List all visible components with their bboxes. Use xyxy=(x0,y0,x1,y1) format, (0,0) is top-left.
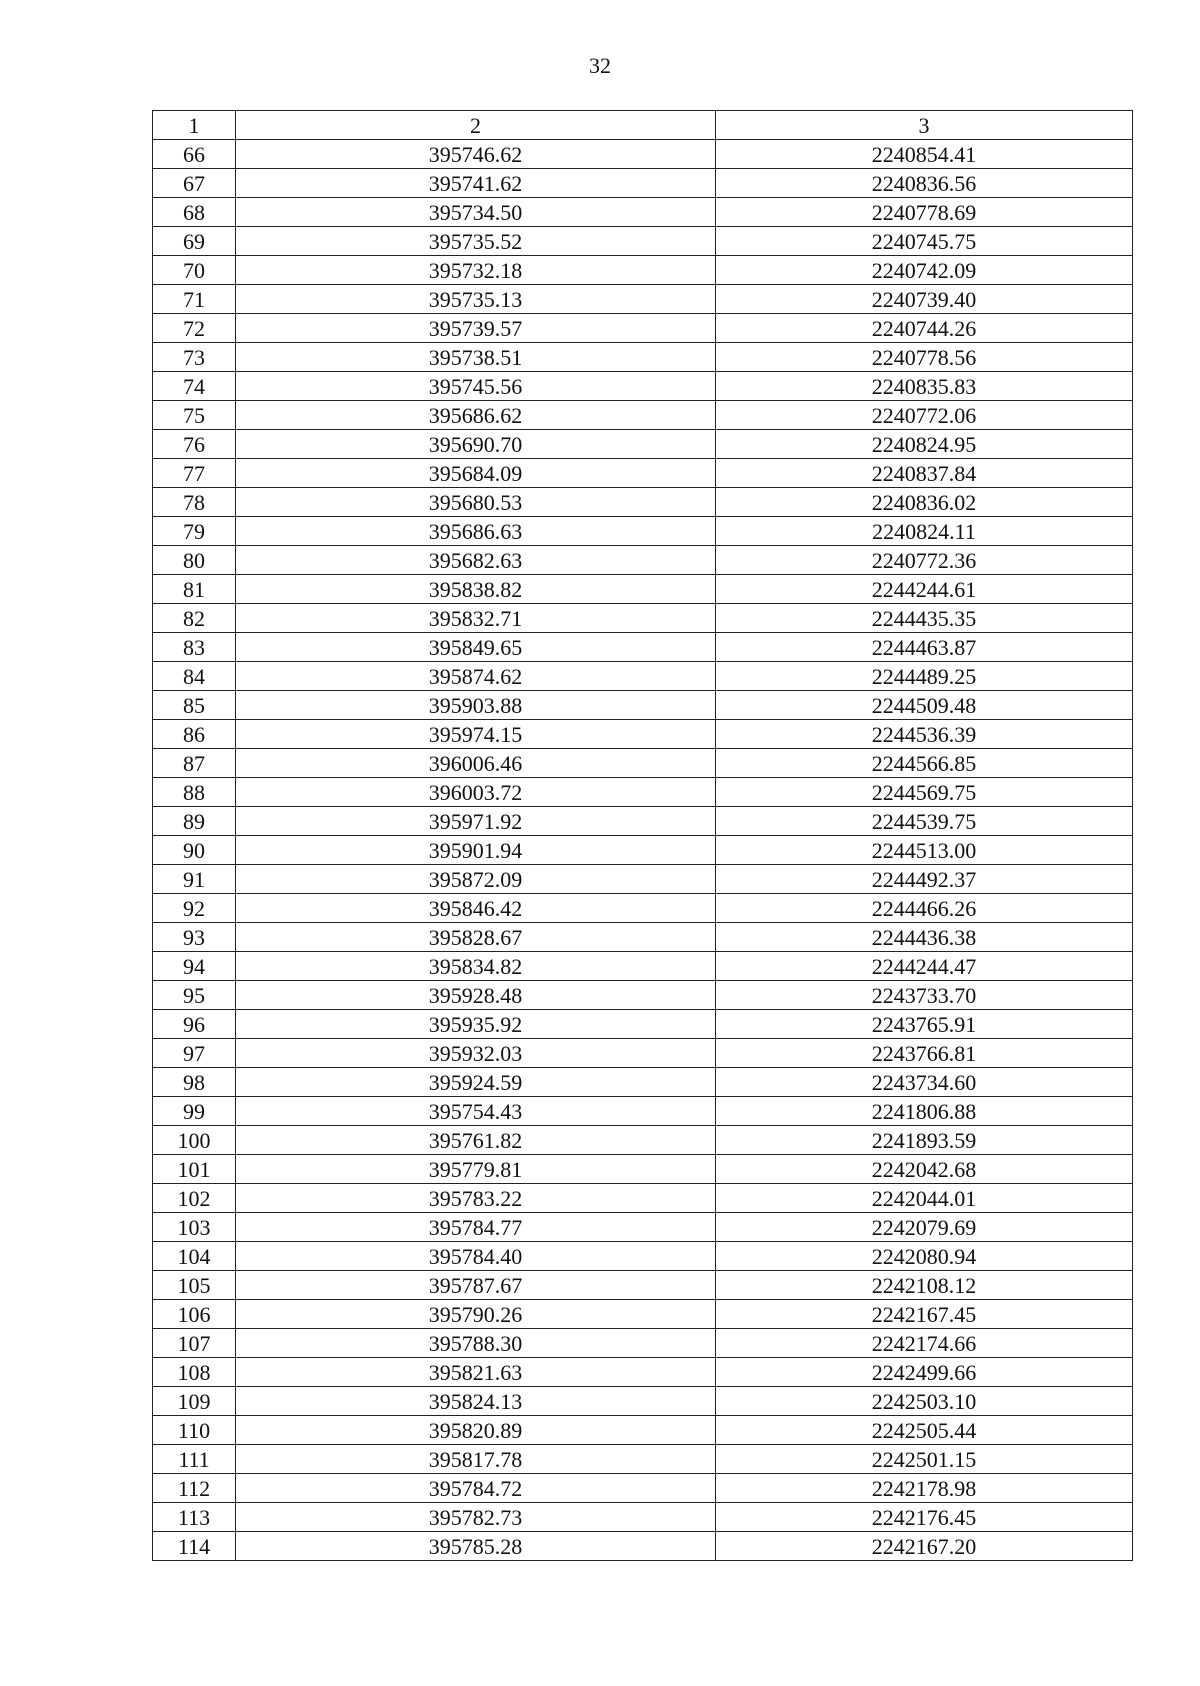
table-row xyxy=(153,1155,1133,1184)
x-coordinate-cell: 395746.62 xyxy=(236,140,716,169)
table-row xyxy=(153,894,1133,923)
x-coordinate-cell: 395682.63 xyxy=(236,546,716,575)
point-number-cell: 94 xyxy=(153,952,236,981)
point-number-cell: 108 xyxy=(153,1358,236,1387)
y-coordinate-cell: 2240772.36 xyxy=(716,546,1133,575)
y-coordinate-cell: 2243733.70 xyxy=(716,981,1133,1010)
point-number-cell: 96 xyxy=(153,1010,236,1039)
point-number-cell: 112 xyxy=(153,1474,236,1503)
table-row xyxy=(153,923,1133,952)
x-coordinate-cell: 395924.59 xyxy=(236,1068,716,1097)
x-coordinate-cell: 395735.13 xyxy=(236,285,716,314)
point-number-cell: 88 xyxy=(153,778,236,807)
table-row xyxy=(153,1271,1133,1300)
y-coordinate-cell: 2244539.75 xyxy=(716,807,1133,836)
x-coordinate-cell: 395824.13 xyxy=(236,1387,716,1416)
point-number-cell: 67 xyxy=(153,169,236,198)
y-coordinate-cell: 2244492.37 xyxy=(716,865,1133,894)
x-coordinate-cell: 395832.71 xyxy=(236,604,716,633)
point-number-cell: 71 xyxy=(153,285,236,314)
point-number-cell: 95 xyxy=(153,981,236,1010)
x-coordinate-cell: 395738.51 xyxy=(236,343,716,372)
table-row xyxy=(153,517,1133,546)
table-row xyxy=(153,1010,1133,1039)
point-number-cell: 101 xyxy=(153,1155,236,1184)
table-row xyxy=(153,401,1133,430)
point-number-cell: 93 xyxy=(153,923,236,952)
y-coordinate-cell: 2240836.56 xyxy=(716,169,1133,198)
x-coordinate-cell: 395734.50 xyxy=(236,198,716,227)
y-coordinate-cell: 2240772.06 xyxy=(716,401,1133,430)
table-row xyxy=(153,778,1133,807)
table-row xyxy=(153,285,1133,314)
y-coordinate-cell: 2244435.35 xyxy=(716,604,1133,633)
point-number-cell: 87 xyxy=(153,749,236,778)
x-coordinate-cell: 395787.67 xyxy=(236,1271,716,1300)
table-body xyxy=(153,140,1133,1561)
point-number-cell: 80 xyxy=(153,546,236,575)
y-coordinate-cell: 2244463.87 xyxy=(716,633,1133,662)
table-row xyxy=(153,720,1133,749)
x-coordinate-cell: 395834.82 xyxy=(236,952,716,981)
x-coordinate-cell: 395971.92 xyxy=(236,807,716,836)
x-coordinate-cell: 395903.88 xyxy=(236,691,716,720)
point-number-cell: 86 xyxy=(153,720,236,749)
point-number-cell: 98 xyxy=(153,1068,236,1097)
point-number-cell: 103 xyxy=(153,1213,236,1242)
y-coordinate-cell: 2243734.60 xyxy=(716,1068,1133,1097)
table-row xyxy=(153,1358,1133,1387)
table-row xyxy=(153,1532,1133,1561)
y-coordinate-cell: 2242501.15 xyxy=(716,1445,1133,1474)
x-coordinate-cell: 395783.22 xyxy=(236,1184,716,1213)
table-row xyxy=(153,314,1133,343)
table-row xyxy=(153,1126,1133,1155)
point-number-cell: 105 xyxy=(153,1271,236,1300)
point-number-cell: 72 xyxy=(153,314,236,343)
x-coordinate-cell: 395785.28 xyxy=(236,1532,716,1561)
table-row xyxy=(153,1213,1133,1242)
x-coordinate-cell: 395817.78 xyxy=(236,1445,716,1474)
point-number-cell: 114 xyxy=(153,1532,236,1561)
header-cell-y-coordinate: 3 xyxy=(716,111,1133,140)
table-row xyxy=(153,488,1133,517)
y-coordinate-cell: 2241893.59 xyxy=(716,1126,1133,1155)
x-coordinate-cell: 395838.82 xyxy=(236,575,716,604)
point-number-cell: 68 xyxy=(153,198,236,227)
table-row xyxy=(153,633,1133,662)
y-coordinate-cell: 2242167.45 xyxy=(716,1300,1133,1329)
table-row xyxy=(153,372,1133,401)
x-coordinate-cell: 395874.62 xyxy=(236,662,716,691)
y-coordinate-cell: 2240824.95 xyxy=(716,430,1133,459)
point-number-cell: 73 xyxy=(153,343,236,372)
point-number-cell: 111 xyxy=(153,1445,236,1474)
x-coordinate-cell: 395732.18 xyxy=(236,256,716,285)
point-number-cell: 110 xyxy=(153,1416,236,1445)
x-coordinate-cell: 395686.63 xyxy=(236,517,716,546)
x-coordinate-cell: 395680.53 xyxy=(236,488,716,517)
table-row xyxy=(153,1474,1133,1503)
point-number-cell: 99 xyxy=(153,1097,236,1126)
y-coordinate-cell: 2244466.26 xyxy=(716,894,1133,923)
table-row xyxy=(153,1329,1133,1358)
table-row xyxy=(153,1039,1133,1068)
y-coordinate-cell: 2240778.56 xyxy=(716,343,1133,372)
point-number-cell: 74 xyxy=(153,372,236,401)
x-coordinate-cell: 395784.72 xyxy=(236,1474,716,1503)
table-row xyxy=(153,169,1133,198)
table-row xyxy=(153,198,1133,227)
point-number-cell: 91 xyxy=(153,865,236,894)
table-row xyxy=(153,1387,1133,1416)
point-number-cell: 109 xyxy=(153,1387,236,1416)
x-coordinate-cell: 395901.94 xyxy=(236,836,716,865)
table-row xyxy=(153,1184,1133,1213)
table-row xyxy=(153,1445,1133,1474)
x-coordinate-cell: 395784.77 xyxy=(236,1213,716,1242)
point-number-cell: 76 xyxy=(153,430,236,459)
point-number-cell: 79 xyxy=(153,517,236,546)
y-coordinate-cell: 2244566.85 xyxy=(716,749,1133,778)
table-row xyxy=(153,1503,1133,1532)
x-coordinate-cell: 395928.48 xyxy=(236,981,716,1010)
y-coordinate-cell: 2244244.61 xyxy=(716,575,1133,604)
y-coordinate-cell: 2244536.39 xyxy=(716,720,1133,749)
point-number-cell: 97 xyxy=(153,1039,236,1068)
point-number-cell: 82 xyxy=(153,604,236,633)
y-coordinate-cell: 2244489.25 xyxy=(716,662,1133,691)
table-row xyxy=(153,662,1133,691)
y-coordinate-cell: 2242499.66 xyxy=(716,1358,1133,1387)
x-coordinate-cell: 395828.67 xyxy=(236,923,716,952)
x-coordinate-cell: 395935.92 xyxy=(236,1010,716,1039)
coordinates-table xyxy=(152,110,1133,1561)
point-number-cell: 92 xyxy=(153,894,236,923)
table-row xyxy=(153,575,1133,604)
point-number-cell: 84 xyxy=(153,662,236,691)
x-coordinate-cell: 395782.73 xyxy=(236,1503,716,1532)
point-number-cell: 107 xyxy=(153,1329,236,1358)
point-number-cell: 85 xyxy=(153,691,236,720)
x-coordinate-cell: 395741.62 xyxy=(236,169,716,198)
x-coordinate-cell: 395872.09 xyxy=(236,865,716,894)
point-number-cell: 100 xyxy=(153,1126,236,1155)
x-coordinate-cell: 395974.15 xyxy=(236,720,716,749)
y-coordinate-cell: 2242108.12 xyxy=(716,1271,1133,1300)
table-row xyxy=(153,604,1133,633)
header-cell-point-number: 1 xyxy=(153,111,236,140)
x-coordinate-cell: 396006.46 xyxy=(236,749,716,778)
y-coordinate-cell: 2240744.26 xyxy=(716,314,1133,343)
y-coordinate-cell: 2243766.81 xyxy=(716,1039,1133,1068)
y-coordinate-cell: 2243765.91 xyxy=(716,1010,1133,1039)
point-number-cell: 69 xyxy=(153,227,236,256)
table-row xyxy=(153,691,1133,720)
y-coordinate-cell: 2241806.88 xyxy=(716,1097,1133,1126)
x-coordinate-cell: 395932.03 xyxy=(236,1039,716,1068)
point-number-cell: 113 xyxy=(153,1503,236,1532)
page-number: 32 xyxy=(589,53,611,78)
table-row xyxy=(153,1242,1133,1271)
table-row xyxy=(153,546,1133,575)
x-coordinate-cell: 395790.26 xyxy=(236,1300,716,1329)
point-number-cell: 77 xyxy=(153,459,236,488)
table-row xyxy=(153,459,1133,488)
table-row xyxy=(153,430,1133,459)
point-number-cell: 102 xyxy=(153,1184,236,1213)
x-coordinate-cell: 395690.70 xyxy=(236,430,716,459)
x-coordinate-cell: 396003.72 xyxy=(236,778,716,807)
header-cell-x-coordinate: 2 xyxy=(236,111,716,140)
point-number-cell: 90 xyxy=(153,836,236,865)
point-number-cell: 104 xyxy=(153,1242,236,1271)
point-number-cell: 78 xyxy=(153,488,236,517)
point-number-cell: 70 xyxy=(153,256,236,285)
table-row xyxy=(153,343,1133,372)
table-row xyxy=(153,865,1133,894)
y-coordinate-cell: 2242503.10 xyxy=(716,1387,1133,1416)
x-coordinate-cell: 395686.62 xyxy=(236,401,716,430)
table-row xyxy=(153,952,1133,981)
y-coordinate-cell: 2240835.83 xyxy=(716,372,1133,401)
point-number-cell: 89 xyxy=(153,807,236,836)
y-coordinate-cell: 2240836.02 xyxy=(716,488,1133,517)
table-row xyxy=(153,749,1133,778)
x-coordinate-cell: 395820.89 xyxy=(236,1416,716,1445)
table-row xyxy=(153,1097,1133,1126)
x-coordinate-cell: 395784.40 xyxy=(236,1242,716,1271)
point-number-cell: 66 xyxy=(153,140,236,169)
x-coordinate-cell: 395821.63 xyxy=(236,1358,716,1387)
y-coordinate-cell: 2242174.66 xyxy=(716,1329,1133,1358)
point-number-cell: 81 xyxy=(153,575,236,604)
y-coordinate-cell: 2242044.01 xyxy=(716,1184,1133,1213)
x-coordinate-cell: 395739.57 xyxy=(236,314,716,343)
x-coordinate-cell: 395684.09 xyxy=(236,459,716,488)
table-header-row xyxy=(153,111,1133,140)
x-coordinate-cell: 395849.65 xyxy=(236,633,716,662)
x-coordinate-cell: 395745.56 xyxy=(236,372,716,401)
y-coordinate-cell: 2242080.94 xyxy=(716,1242,1133,1271)
y-coordinate-cell: 2242042.68 xyxy=(716,1155,1133,1184)
y-coordinate-cell: 2240854.41 xyxy=(716,140,1133,169)
table-row xyxy=(153,1416,1133,1445)
x-coordinate-cell: 395788.30 xyxy=(236,1329,716,1358)
table-row xyxy=(153,256,1133,285)
y-coordinate-cell: 2240778.69 xyxy=(716,198,1133,227)
x-coordinate-cell: 395735.52 xyxy=(236,227,716,256)
y-coordinate-cell: 2244513.00 xyxy=(716,836,1133,865)
y-coordinate-cell: 2240837.84 xyxy=(716,459,1133,488)
table-row xyxy=(153,140,1133,169)
point-number-cell: 106 xyxy=(153,1300,236,1329)
y-coordinate-cell: 2242178.98 xyxy=(716,1474,1133,1503)
y-coordinate-cell: 2240739.40 xyxy=(716,285,1133,314)
table-row xyxy=(153,227,1133,256)
y-coordinate-cell: 2240745.75 xyxy=(716,227,1133,256)
table-row xyxy=(153,1300,1133,1329)
table-row xyxy=(153,1068,1133,1097)
point-number-cell: 75 xyxy=(153,401,236,430)
table-row xyxy=(153,807,1133,836)
y-coordinate-cell: 2242176.45 xyxy=(716,1503,1133,1532)
x-coordinate-cell: 395754.43 xyxy=(236,1097,716,1126)
x-coordinate-cell: 395846.42 xyxy=(236,894,716,923)
y-coordinate-cell: 2244436.38 xyxy=(716,923,1133,952)
y-coordinate-cell: 2244509.48 xyxy=(716,691,1133,720)
y-coordinate-cell: 2240824.11 xyxy=(716,517,1133,546)
y-coordinate-cell: 2242079.69 xyxy=(716,1213,1133,1242)
table-row xyxy=(153,836,1133,865)
y-coordinate-cell: 2244244.47 xyxy=(716,952,1133,981)
point-number-cell: 83 xyxy=(153,633,236,662)
x-coordinate-cell: 395761.82 xyxy=(236,1126,716,1155)
y-coordinate-cell: 2242505.44 xyxy=(716,1416,1133,1445)
x-coordinate-cell: 395779.81 xyxy=(236,1155,716,1184)
y-coordinate-cell: 2242167.20 xyxy=(716,1532,1133,1561)
y-coordinate-cell: 2244569.75 xyxy=(716,778,1133,807)
y-coordinate-cell: 2240742.09 xyxy=(716,256,1133,285)
table-row xyxy=(153,981,1133,1010)
